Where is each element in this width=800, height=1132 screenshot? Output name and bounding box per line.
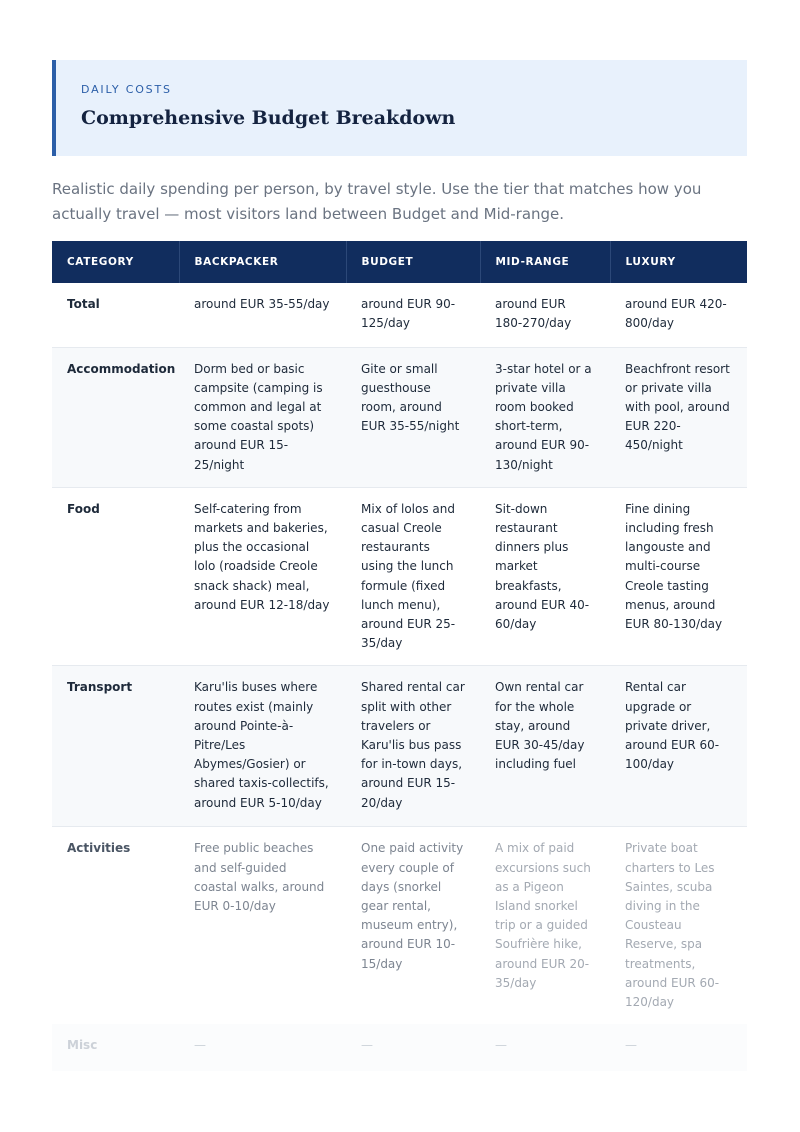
cell-text: Private boat charters to Les Saintes, scuba diving in the Cousteau Reserve, spa treatments, around EUR 60-120/day	[625, 841, 720, 1009]
table-row-accommodation	[52, 347, 747, 487]
cell-backpacker: Karu'lis buses where routes exist (mainly around Pointe-à-Pitre/Les Abymes/Gosier) or shared taxis-collectifs, around EUR 5-10/day	[179, 666, 346, 827]
row-category: Transport	[52, 666, 179, 827]
cell-budget: around EUR 90-125/day	[346, 283, 480, 347]
budget-table	[52, 241, 747, 1071]
cell-backpacker	[179, 827, 346, 1024]
cell-mid-range: around EUR 180-270/day	[480, 283, 610, 347]
cell-mid-range: —	[480, 1024, 610, 1071]
cell-luxury: Fine dining including fresh langouste and multi-course Creole tasting menus, around EUR 80-130/day	[610, 487, 747, 666]
cell-backpacker: Self-catering from markets and bakeries, plus the occasional lolo (roadside Creole snack shack) meal, around EUR 12-18/day	[179, 487, 346, 666]
cell-mid-range: Sit-down restaurant dinners plus market breakfasts, around EUR 40-60/day	[480, 487, 610, 666]
cell-backpacker: Dorm bed or basic campsite (camping is common and legal at some coastal spots) around EUR 15-25/night	[179, 347, 346, 487]
cell-luxury	[610, 827, 747, 1024]
cell-backpacker: around EUR 35-55/day	[179, 283, 346, 347]
row-category: Accommodation	[52, 347, 179, 487]
table-row-total	[52, 283, 747, 347]
cell-text: Free public beaches and self-guided coastal walks, around EUR 0-10/day	[194, 841, 325, 913]
cell-budget: Shared rental car split with other travelers or Karu'lis bus pass for in-town days, around EUR 15-20/day	[346, 666, 480, 827]
table-row-misc	[52, 1024, 747, 1071]
cell-luxury: Rental car upgrade or private driver, around EUR 60-100/day	[610, 666, 747, 827]
column-header-luxury: LUXURY	[610, 241, 747, 283]
cell-budget: —	[346, 1024, 480, 1071]
table-row-food	[52, 487, 747, 666]
row-category: Food	[52, 487, 179, 666]
cell-text: One paid activity every couple of days (snorkel gear rental, museum entry), around EUR 10-15/day	[361, 841, 464, 971]
table-row-activities	[52, 827, 747, 1024]
cell-backpacker: —	[179, 1024, 346, 1071]
header-row	[52, 241, 747, 283]
cell-budget: Gite or small guesthouse room, around EUR 35-55/night	[346, 347, 480, 487]
cell-luxury: —	[610, 1024, 747, 1071]
section-header-card	[52, 60, 747, 156]
cell-luxury: Beachfront resort or private villa with pool, around EUR 220-450/night	[610, 347, 747, 487]
column-header-budget: BUDGET	[346, 241, 480, 283]
column-header-mid-range: MID-RANGE	[480, 241, 610, 283]
column-header-backpacker: BACKPACKER	[179, 241, 346, 283]
cell-budget	[346, 827, 480, 1024]
intro-paragraph: Realistic daily spending per person, by travel style. Use the tier that matches how you actually travel — most visitors land between Budget and Mid-range.	[52, 180, 702, 223]
table-header	[52, 241, 747, 283]
column-header-category: CATEGORY	[52, 241, 179, 283]
cell-budget: Mix of lolos and casual Creole restaurants using the lunch formule (fixed lunch menu), around EUR 25-35/day	[346, 487, 480, 666]
cell-text: A mix of paid excursions such as a Pigeon Island snorkel trip or a guided Soufrière hike, around EUR 20-35/day	[495, 841, 591, 990]
cell-mid-range	[480, 827, 610, 1024]
section-eyebrow: DAILY COSTS	[81, 83, 172, 96]
row-category: Total	[52, 283, 179, 347]
row-category: Misc	[52, 1024, 179, 1071]
section-title: Comprehensive Budget Breakdown	[81, 107, 456, 129]
row-category: Activities	[67, 841, 131, 856]
cell-mid-range: Own rental car for the whole stay, around EUR 30-45/day including fuel	[480, 666, 610, 827]
cell-luxury: around EUR 420-800/day	[610, 283, 747, 347]
cell-mid-range: 3-star hotel or a private villa room booked short-term, around EUR 90-130/night	[480, 347, 610, 487]
table-row-transport	[52, 666, 747, 827]
